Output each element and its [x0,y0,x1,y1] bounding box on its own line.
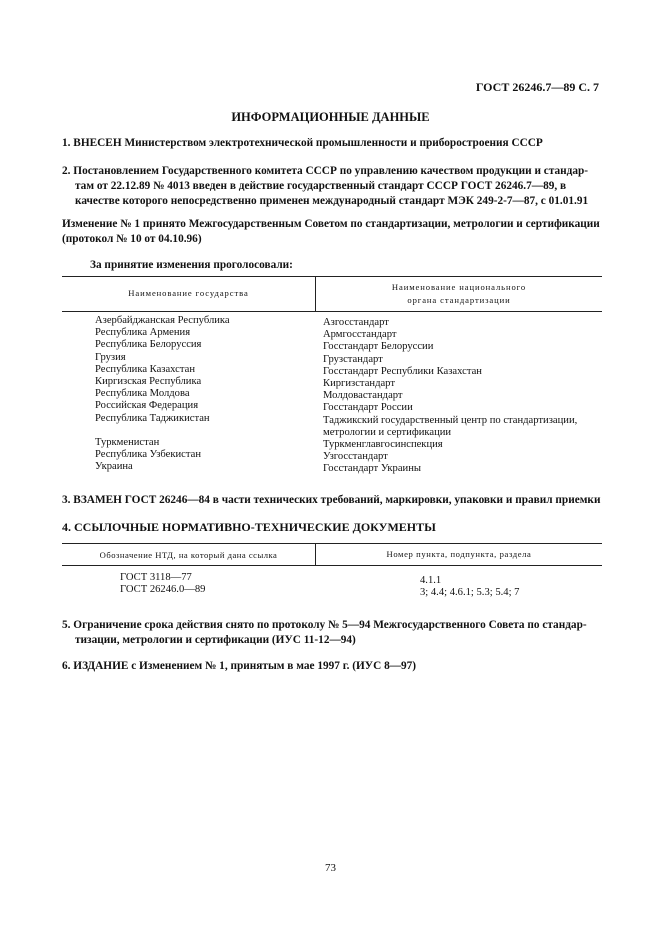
reference-clause: 4.1.1 [420,575,442,586]
state-row: Киргизская Республика [95,376,202,388]
body-row: Госстандарт Украины [323,463,421,475]
item-1-introduced: 1. ВНЕСЕН Министерством электротехнической промышленности и приборостроения СССР [62,137,543,149]
body-row: Туркменглавгосинспекция [323,439,443,451]
body-row: Азгосстандарт [323,317,389,328]
item-2-enactment [62,164,602,209]
state-row: Азербайджанская Республика [95,315,230,326]
amendment-note [62,217,602,247]
page-number: 73 [325,862,336,874]
references-header-doc: Обозначение НТД, на который дана ссылка [99,550,278,560]
voting-bodies-column [323,317,577,476]
voting-header-body [316,281,602,307]
references-header-clause: Номер пункта, подпункта, раздела [386,549,532,559]
item-6-edition: 6. ИЗДАНИЕ с Изменением № 1, принятым в мае 1997 г. (ИУС 8—97) [62,660,417,672]
state-row: Республика Таджикистан [95,412,210,424]
references-table-header-rule [62,565,602,566]
reference-doc: ГОСТ 26246.0—89 [120,584,206,596]
item-2-line-2: там от 22.12.89 № 4013 введен в действие государственный стандарт СССР ГОСТ 26246.7—89, в [75,180,567,192]
state-row: Грузия [95,351,126,363]
state-row: Российская Федерация [95,400,199,412]
voting-caption: За принятие изменения проголосовали: [90,259,293,271]
reference-clause: 3; 4.4; 4.6.1; 5.3; 5.4; 7 [420,587,520,599]
state-row: Туркменистан [95,437,160,449]
voting-header-state: Наименование государства [128,288,249,298]
item-5-line-2: тизации, метрологии и сертификации (ИУС 11-12—94) [75,634,356,646]
state-row: Республика Узбекистан [95,449,202,461]
state-row: Республика Армения [95,327,191,339]
state-row: Республика Молдова [95,388,190,400]
voting-table-top-rule [62,276,602,277]
state-row: Республика Казахстан [95,363,196,375]
voting-table-header-rule [62,311,602,312]
body-row: Грузстандарт [323,353,383,365]
references-clauses-column [420,575,519,599]
page-title: ИНФОРМАЦИОННЫЕ ДАННЫЕ [231,110,430,124]
voting-header-body-line-2: органа стандартизации [407,295,511,305]
voting-header-body-line-1: Наименование национального [391,282,527,292]
item-5-line-1: 5. Ограничение срока действия снято по протоколу № 5—94 Межгосударственного Совета по стандар- [62,619,587,631]
state-row-spacer [95,425,230,437]
amendment-line-2: (протокол № 10 от 04.10.96) [62,233,202,245]
document-reference: ГОСТ 26246.7—89 С. 7 [475,80,599,94]
body-row: Госстандарт Республики Казахстан [323,365,482,377]
body-row: Узгосстандарт [323,451,388,463]
body-row: Госстандарт Белоруссии [323,341,434,353]
body-row: Армгосстандарт [323,329,397,341]
item-2-line-3: качестве которого непосредственно применен международный стандарт МЭК 249-2-7—87, с 01.01.91 [75,195,589,207]
item-3-replaces: 3. ВЗАМЕН ГОСТ 26246—84 в части технических требований, маркировки, упаковки и правил приемки [62,494,601,506]
references-docs-column [120,572,205,596]
item-4-title: 4. ССЫЛОЧНЫЕ НОРМАТИВНО-ТЕХНИЧЕСКИЕ ДОКУМЕНТЫ [62,520,436,534]
body-row: Киргизстандарт [323,378,395,390]
body-row: Молдовастандарт [323,390,403,402]
state-row: Украина [95,461,133,473]
references-table-top-rule [62,543,602,544]
reference-doc: ГОСТ 3118—77 [120,572,192,583]
state-row: Республика Белоруссия [95,339,202,351]
item-2-line-1: 2. Постановлением Государственного комитета СССР по управлению качеством продукции и стандар- [62,165,589,177]
body-row: Госстандарт России [323,402,413,414]
body-row: Таджикский государственный центр по стандартизации, [323,414,578,426]
amendment-line-1: Изменение № 1 принято Межгосударственным Советом по стандартизации, метрологии и сертификации [62,218,600,230]
item-5-term-limit [62,618,602,648]
body-row: метрологии и сертификации [323,426,452,438]
voting-states-column [95,315,230,474]
